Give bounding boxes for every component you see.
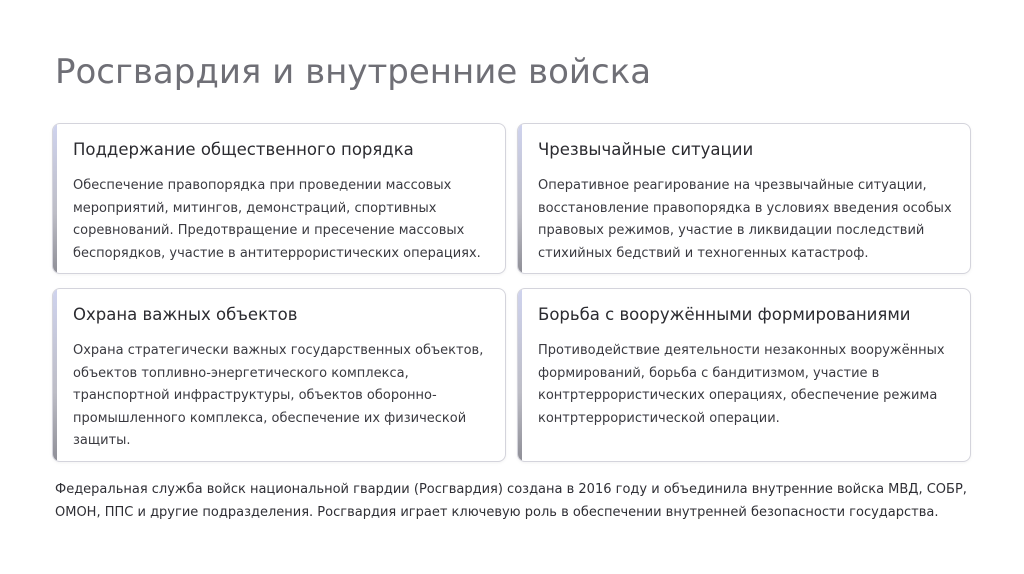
card-text: Противодействие деятельности незаконных вооружённых формирований, борьба с бандитизмом, участие в контртеррористических операциях, обеспечение режима контртеррористической операции. [538, 343, 945, 426]
card-emergencies [517, 123, 971, 274]
card-armed-groups [517, 288, 971, 462]
card-accent-bar [518, 124, 522, 273]
card-object-protection [52, 288, 506, 462]
footer-text: Федеральная служба войск национальной гвардии (Росгвардия) создана в 2016 году и объединила внутренние войска МВД, СОБР, ОМОН, ППС и другие подразделения. Росгвардия играет ключевую роль в обеспечении внутренней безопасности государства. [55, 482, 967, 520]
card-text: Охрана стратегически важных государственных объектов, объектов топливно-энергетического комплекса, транспортной инфраструктуры, объектов оборонно-промышленного комплекса, обеспечение их физической защиты. [73, 343, 484, 448]
card-accent-bar [518, 289, 522, 461]
card-accent-bar [53, 289, 57, 461]
card-public-order [52, 123, 506, 274]
slide-title: Росгвардия и внутренние войска [55, 52, 652, 92]
card-accent-bar [53, 124, 57, 273]
card-text: Обеспечение правопорядка при проведении массовых мероприятий, митингов, демонстраций, спортивных соревнований. Предотвращение и пресечение массовых беспорядков, участие в антитеррористических операциях. [73, 178, 481, 261]
card-text: Оперативное реагирование на чрезвычайные ситуации, восстановление правопорядка в условиях введения особых правовых режимов, участие в ликвидации последствий стихийных бедствий и техногенных катастроф. [538, 178, 952, 261]
card-title: Чрезвычайные ситуации [538, 140, 754, 159]
card-title: Поддержание общественного порядка [73, 140, 414, 159]
card-title: Борьба с вооружёнными формированиями [538, 305, 911, 324]
card-title: Охрана важных объектов [73, 305, 298, 324]
